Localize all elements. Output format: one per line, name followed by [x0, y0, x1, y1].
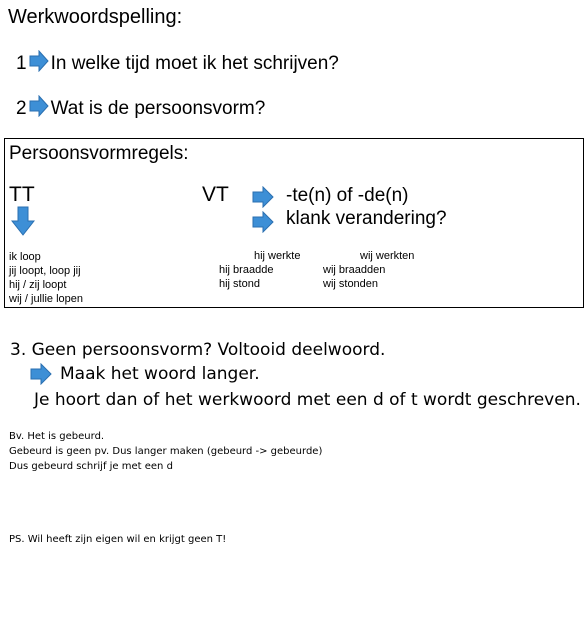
right-arrow-icon [29, 50, 49, 72]
list-item: wij / jullie lopen [9, 293, 83, 305]
example-line: Bv. Het is gebeurd. [9, 431, 105, 442]
vt-example-right: wij stonden [323, 278, 379, 290]
vt-example-left: hij stond [219, 278, 260, 290]
right-arrow-icon [29, 95, 49, 117]
rules-box-title: Persoonsvormregels: [9, 143, 189, 164]
vt-example-right: wij werkten [360, 250, 415, 262]
example-line: Dus gebeurd schrijf je met een d [9, 461, 173, 472]
tt-conjugation-list [9, 250, 83, 306]
ps-note: PS. Wil heeft zijn eigen wil en krijgt geen T! [9, 534, 227, 545]
list-item: ik loop [9, 251, 41, 263]
list-item: jij loopt, loop jij [9, 265, 81, 277]
vt-rule-line: -te(n) of -de(n) [286, 185, 409, 206]
vt-example-left: hij braadde [219, 264, 274, 276]
vt-label: VT [202, 183, 229, 206]
right-arrow-icon [252, 186, 274, 208]
list-item: hij / zij loopt [9, 279, 67, 291]
down-arrow-icon [11, 206, 35, 236]
question-2 [16, 95, 265, 120]
right-arrow-icon [252, 211, 274, 233]
question-1-number: 1 [16, 53, 27, 74]
example-block [9, 429, 322, 474]
example-line: Gebeurd is geen pv. Dus langer maken (gebeurd -> gebeurde) [9, 446, 323, 457]
rule-3-arrow-text: Maak het woord langer. [60, 364, 260, 384]
right-arrow-icon [30, 363, 52, 385]
rule-3-heading: 3. Geen persoonsvorm? Voltooid deelwoord. [10, 340, 386, 360]
question-1-text: In welke tijd moet ik het schrijven? [50, 53, 339, 74]
question-2-number: 2 [16, 98, 27, 119]
vt-example-left: hij werkte [254, 250, 301, 262]
vt-rule-line: klank verandering? [286, 208, 447, 229]
page-title: Werkwoordspelling: [8, 6, 183, 28]
vt-example-right: wij braadden [323, 264, 386, 276]
question-2-text: Wat is de persoonsvorm? [50, 98, 266, 119]
question-1 [16, 50, 339, 75]
rule-3-explanation: Je hoort dan of het werkwoord met een d of t wordt geschreven. [34, 390, 581, 410]
tt-label: TT [9, 183, 35, 206]
